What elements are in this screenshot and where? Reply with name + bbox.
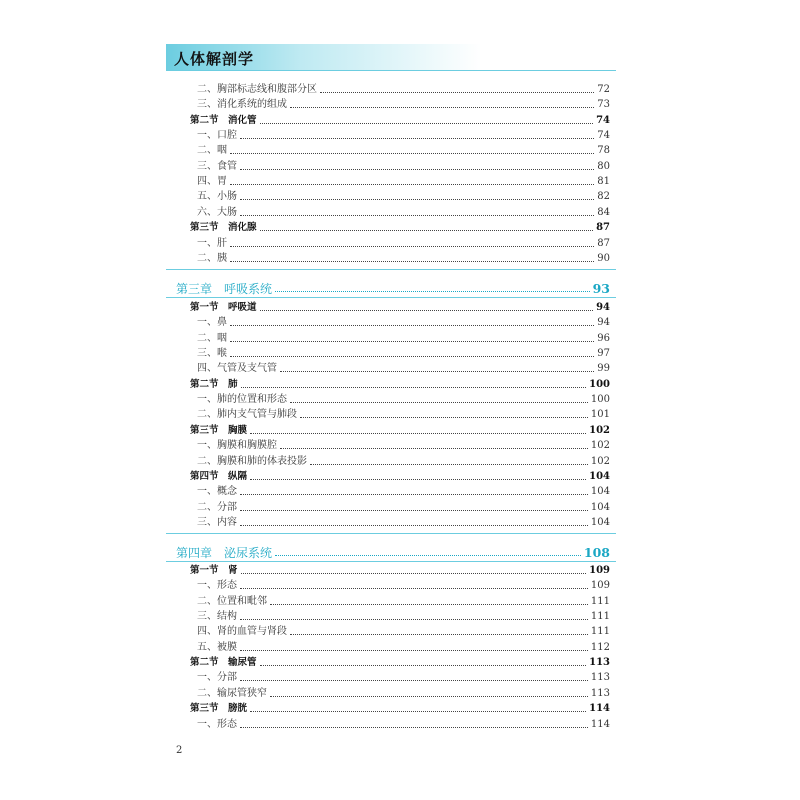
- toc-page-number: 82: [597, 191, 610, 203]
- toc-section-label: 第一节 呼吸道: [190, 302, 257, 313]
- dot-leader: [230, 153, 594, 154]
- toc-page-number: 81: [597, 176, 610, 188]
- dot-leader: [240, 525, 588, 526]
- dot-leader: [240, 727, 588, 728]
- toc-page-number: 96: [597, 332, 610, 344]
- toc-item-row: [197, 234, 610, 250]
- dot-leader: [230, 356, 594, 357]
- dot-leader: [230, 261, 594, 262]
- dot-leader: [230, 184, 594, 185]
- dot-leader: [310, 464, 588, 465]
- toc-item-row: [197, 576, 610, 592]
- dot-leader: [280, 448, 588, 449]
- toc-page-number: 101: [590, 409, 610, 421]
- toc-item-label: 二、胰: [197, 252, 227, 264]
- toc-item-row: [197, 715, 610, 731]
- toc-item-row: [197, 638, 610, 654]
- dot-leader: [240, 199, 594, 200]
- toc-page-number: 111: [590, 595, 610, 607]
- toc-page-number: 80: [597, 160, 610, 172]
- toc-item-row: [197, 592, 610, 608]
- toc-chapter-row: [176, 539, 610, 559]
- dot-leader: [241, 573, 587, 574]
- toc-item-label: 四、胃: [197, 176, 227, 188]
- toc-page-number: 114: [589, 703, 610, 715]
- toc-item-row: [197, 157, 610, 173]
- toc-section-row: [190, 375, 610, 391]
- toc-page-number: 100: [590, 394, 610, 406]
- toc-page-number: 104: [589, 470, 610, 482]
- toc-page-number: 94: [597, 317, 610, 329]
- toc-page-number: 104: [590, 486, 610, 498]
- toc-item-row: [197, 329, 610, 345]
- toc-page-number: 94: [596, 302, 610, 313]
- toc-item-label: 一、口腔: [197, 130, 237, 142]
- toc-section-label: 第二节 输尿管: [190, 657, 257, 669]
- toc-item-label: 二、输尿管狭窄: [197, 687, 267, 699]
- toc-item-row: [197, 498, 610, 514]
- toc-item-row: [197, 80, 610, 96]
- toc-item-row: [197, 513, 610, 529]
- dot-leader: [290, 634, 588, 635]
- toc-page-number: 78: [597, 145, 610, 157]
- dot-leader: [230, 341, 594, 342]
- toc-page-number: 74: [596, 114, 610, 126]
- toc-item-label: 四、肾的血管与肾段: [197, 626, 287, 638]
- toc-item-label: 二、胸部标志线和腹部分区: [197, 84, 317, 95]
- toc-item-label: 二、位置和毗邻: [197, 595, 267, 607]
- dot-leader: [240, 619, 588, 620]
- dot-leader: [280, 371, 594, 372]
- toc-section-row: [190, 111, 610, 127]
- toc-page-number: 102: [589, 424, 610, 436]
- toc-section-label: 第二节 肺: [190, 378, 238, 390]
- toc-item-row: [197, 622, 610, 638]
- toc-section-row: [190, 699, 610, 715]
- dot-leader: [241, 387, 587, 388]
- toc-item-label: 一、概念: [197, 486, 237, 498]
- toc-item-label: 二、肺内支气管与肺段: [197, 409, 297, 421]
- toc-chapter-page: 108: [583, 545, 610, 560]
- dot-leader: [240, 494, 588, 495]
- toc-section-label: 第一节 肾: [190, 565, 238, 576]
- toc-section-row: [190, 218, 610, 234]
- toc-item-row: [197, 249, 610, 265]
- toc-page-number: 72: [597, 84, 610, 95]
- toc-item-label: 五、被膜: [197, 641, 237, 653]
- toc-item-row: [197, 126, 610, 142]
- toc-item-row: [197, 95, 610, 111]
- toc-item-label: 一、形态: [197, 718, 237, 730]
- toc-item-label: 二、咽: [197, 332, 227, 344]
- toc-item-label: 二、胸膜和肺的体表投影: [197, 455, 307, 467]
- dot-leader: [290, 107, 594, 108]
- toc-item-label: 一、形态: [197, 580, 237, 592]
- toc-page-number: 114: [590, 718, 610, 730]
- toc-page-number: 102: [590, 455, 610, 467]
- toc-page-number: 87: [596, 222, 610, 234]
- toc-section-label: 第三节 消化腺: [190, 222, 257, 234]
- dot-leader: [260, 230, 594, 231]
- toc-item-row: [197, 684, 610, 700]
- toc-item-row: [197, 313, 610, 329]
- toc-page-number: 109: [589, 565, 610, 576]
- toc-page-number: 104: [590, 516, 610, 528]
- toc-section-row: [190, 421, 610, 437]
- dot-leader: [240, 169, 594, 170]
- toc-page-number: 109: [590, 580, 610, 592]
- toc-section-label: 第三节 胸膜: [190, 424, 248, 436]
- toc-item-row: [197, 482, 610, 498]
- toc-page-number: 113: [590, 672, 610, 684]
- dot-leader: [300, 417, 588, 418]
- toc-item-row: [197, 668, 610, 684]
- toc-page-number: 111: [590, 611, 610, 623]
- toc-page-number: 74: [597, 130, 610, 142]
- toc-page-number: 100: [589, 378, 610, 390]
- dot-leader: [270, 696, 588, 697]
- dot-leader: [240, 680, 588, 681]
- toc-item-row: [197, 344, 610, 360]
- toc-item-row: [197, 607, 610, 623]
- toc-item-row: [197, 405, 610, 421]
- toc-page-number: 84: [597, 206, 610, 218]
- toc-item-row: [197, 359, 610, 375]
- toc-item-label: 三、消化系统的组成: [197, 99, 287, 111]
- toc-page-number: 102: [590, 440, 610, 452]
- toc-page-number: 112: [590, 641, 610, 653]
- page-number: 2: [176, 745, 183, 756]
- dot-leader: [260, 665, 587, 666]
- chapter-rule-top: [166, 533, 616, 534]
- toc-item-row: [197, 141, 610, 157]
- dot-leader: [250, 433, 586, 434]
- toc-item-row: [197, 187, 610, 203]
- toc-item-row: [197, 172, 610, 188]
- toc-item-label: 三、结构: [197, 611, 237, 623]
- toc-item-label: 一、分部: [197, 672, 237, 684]
- toc-section-label: 第四节 纵隔: [190, 470, 248, 482]
- dot-leader: [240, 138, 594, 139]
- toc-item-label: 三、内容: [197, 516, 237, 528]
- toc-chapter-row: [176, 275, 610, 295]
- toc-item-row: [197, 436, 610, 452]
- toc-page-number: 90: [597, 252, 610, 264]
- toc-item-label: 一、鼻: [197, 317, 227, 329]
- toc-page-number: 73: [597, 99, 610, 111]
- toc-page-number: 87: [597, 237, 610, 249]
- toc-chapter-page: 93: [592, 281, 610, 296]
- toc-item-label: 一、肝: [197, 237, 227, 249]
- toc-page-number: 113: [589, 657, 610, 669]
- dot-leader: [320, 92, 594, 93]
- dot-leader: [260, 310, 594, 311]
- toc-item-label: 一、肺的位置和形态: [197, 394, 287, 406]
- toc-chapter-title: 第三章 呼吸系统: [176, 282, 273, 296]
- book-title: 人体解剖学: [174, 50, 255, 68]
- toc-page-number: 111: [590, 626, 610, 638]
- toc-item-label: 五、小肠: [197, 191, 237, 203]
- header-underline: [166, 70, 616, 71]
- toc-chapter-title: 第四章 泌尿系统: [176, 546, 273, 560]
- dot-leader: [230, 246, 594, 247]
- dot-leader: [240, 588, 588, 589]
- dot-leader: [275, 291, 590, 292]
- dot-leader: [250, 711, 586, 712]
- dot-leader: [240, 510, 588, 511]
- toc-section-label: 第二节 消化管: [190, 114, 257, 126]
- dot-leader: [260, 123, 594, 124]
- toc-item-label: 六、大肠: [197, 206, 237, 218]
- toc-item-row: [197, 390, 610, 406]
- dot-leader: [250, 479, 586, 480]
- dot-leader: [290, 402, 588, 403]
- toc-section-label: 第三节 膀胱: [190, 703, 248, 715]
- toc-item-label: 四、气管及支气管: [197, 363, 277, 375]
- toc-item-row: [197, 203, 610, 219]
- toc-page-number: 97: [597, 348, 610, 360]
- dot-leader: [275, 555, 581, 556]
- toc-item-label: 二、分部: [197, 501, 237, 513]
- toc-section-row: [190, 298, 610, 314]
- toc-item-label: 三、喉: [197, 348, 227, 360]
- toc-section-row: [190, 561, 610, 577]
- dot-leader: [240, 215, 594, 216]
- toc-page-number: 104: [590, 501, 610, 513]
- toc-section-row: [190, 653, 610, 669]
- toc-item-label: 一、胸膜和胸膜腔: [197, 440, 277, 452]
- toc-item-label: 三、食管: [197, 160, 237, 172]
- chapter-rule-top: [166, 269, 616, 270]
- toc-item-row: [197, 452, 610, 468]
- toc-page-number: 99: [597, 363, 610, 375]
- dot-leader: [270, 604, 588, 605]
- toc-item-label: 二、咽: [197, 145, 227, 157]
- dot-leader: [230, 325, 594, 326]
- toc-section-row: [190, 467, 610, 483]
- toc-page-number: 113: [590, 687, 610, 699]
- dot-leader: [240, 650, 588, 651]
